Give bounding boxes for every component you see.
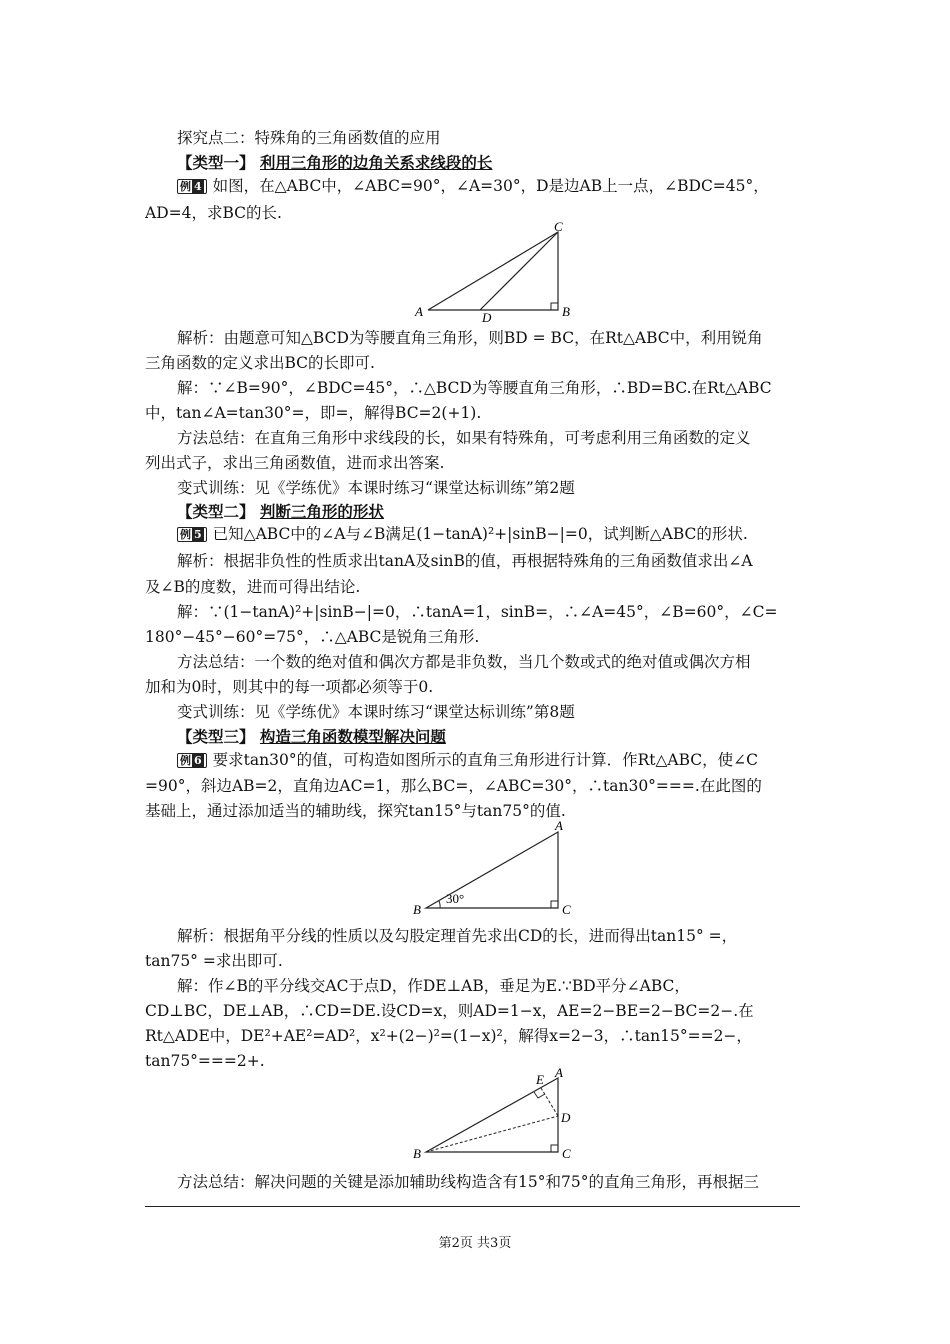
type2-summary-line2: 加和为0时，则其中的每一项都必须等于0.: [145, 678, 434, 696]
label-c: C: [562, 1146, 571, 1161]
type3-problem-line3: 基础上，通过添加适当的辅助线，探究tan15°与tan75°的值.: [145, 802, 566, 820]
type3-summary-line1: 方法总结：解决问题的关键是添加辅助线构造含有15°和75°的直角三角形，再根据三: [177, 1173, 759, 1191]
figure-triangle-abcd: [412, 218, 592, 326]
label-c: C: [554, 219, 563, 234]
label-30deg: 30°: [446, 891, 465, 906]
label-a: A: [555, 1065, 563, 1080]
type3-problem-line1: [177, 750, 810, 770]
label-d: D: [561, 1110, 571, 1125]
type3-solution-line2: CD⊥BC，DE⊥AB，∴CD=DE.设CD=x，则AD=1−x，AE=2−BE=2−BC=2−.在: [145, 1002, 754, 1020]
type1-solution-line1: 解：∵∠B=90°，∠BDC=45°，∴△BCD为等腰直角三角形，∴BD=BC.在Rt△ABC: [177, 379, 772, 397]
type2-solution-line1: 解：∵(1−tanA)²+|sinB−|=0，∴tanA=1，sinB=，∴∠A=45°，∠B=60°，∠C=: [177, 603, 778, 621]
type1-heading-row: [177, 153, 810, 173]
type1-analysis-line2: 三角函数的定义求出BC的长即可.: [145, 354, 375, 372]
type3-analysis-line2: tan75° =求出即可.: [145, 952, 283, 970]
type1-heading: 利用三角形的边角关系求线段的长: [259, 153, 493, 172]
footer-divider: [145, 1206, 800, 1207]
type3-solution-line3: Rt△ADE中，DE²+AE²=AD²，x²+(2−)²=(1−x)²，解得x=2−3，∴tan15°==2−，: [145, 1027, 752, 1045]
type2-analysis-line2: 及∠B的度数，进而可得出结论.: [145, 578, 361, 596]
type2-heading-row: [177, 502, 810, 522]
example-badge: 例 4: [177, 179, 207, 194]
type2-problem-line1: [177, 524, 810, 544]
example-badge: 例 5: [177, 527, 207, 542]
type3-tag: 【类型三】: [177, 727, 255, 746]
type2-solution-line2: 180°−45°−60°=75°，∴△ABC是锐角三角形.: [145, 628, 480, 646]
type1-practice: 变式训练：见《学练优》本课时练习“课堂达标训练”第2题: [177, 479, 575, 497]
type2-heading: 判断三角形的形状: [259, 502, 384, 521]
label-a: A: [415, 304, 423, 319]
type1-summary-line1: 方法总结：在直角三角形中求线段的长，如果有特殊角，可考虑利用三角函数的定义: [177, 429, 751, 447]
label-d: D: [482, 310, 492, 325]
type2-problem-text1: 已知△ABC中的∠A与∠B满足(1−tanA)²+|sinB−|=0，试判断△ABC的形状.: [212, 525, 748, 543]
type3-problem-text1: 要求tan30°的值，可构造如图所示的直角三角形进行计算．作Rt△ABC，使∠C: [212, 751, 758, 769]
type1-tag: 【类型一】: [177, 153, 255, 172]
type3-heading-row: [177, 727, 810, 747]
type2-tag: 【类型二】: [177, 502, 255, 521]
label-b: B: [562, 304, 570, 319]
type3-solution-line1: 解：作∠B的平分线交AC于点D，作DE⊥AB，垂足为E.∵BD平分∠ABC，: [177, 977, 690, 995]
type2-practice: 变式训练：见《学练优》本课时练习“课堂达标训练”第8题: [177, 703, 575, 721]
type1-problem-line2: AD=4，求BC的长.: [145, 204, 282, 222]
figure-triangle-30deg: [412, 818, 592, 922]
example-badge: 例 6: [177, 753, 207, 768]
type3-solution-line4: tan75°===2+.: [145, 1052, 265, 1070]
label-b: B: [413, 902, 421, 917]
label-c: C: [562, 902, 571, 917]
label-e: E: [536, 1072, 544, 1087]
type2-analysis-line1: 解析：根据非负性的性质求出tanA及sinB的值，再根据特殊角的三角函数值求出∠A: [177, 552, 753, 570]
type3-heading: 构造三角函数模型解决问题: [259, 727, 446, 746]
type1-analysis-line1: 解析：由题意可知△BCD为等腰直角三角形，则BD = BC，在Rt△ABC中，利用锐角: [177, 329, 763, 347]
type2-summary-line1: 方法总结：一个数的绝对值和偶次方都是非负数，当几个数或式的绝对值或偶次方相: [177, 653, 751, 671]
label-a: A: [555, 818, 563, 833]
type3-analysis-line1: 解析：根据角平分线的性质以及勾股定理首先求出CD的长，进而得出tan15° =，: [177, 927, 738, 945]
type1-problem-line1: [177, 176, 810, 196]
type1-summary-line2: 列出式子，求出三角函数值，进而求出答案.: [145, 454, 445, 472]
type3-problem-line2: =90°，斜边AB=2，直角边AC=1，那么BC=，∠ABC=30°，∴tan30°===.在此图的: [145, 777, 762, 795]
figure-triangle-bisector: [412, 1066, 592, 1164]
page-footer: 第2页 共3页: [438, 1236, 512, 1251]
explore-title: 探究点二：特殊角的三角函数值的应用: [177, 129, 441, 147]
type1-solution-line2: 中，tan∠A=tan30°=，即=，解得BC=2(+1).: [145, 404, 482, 422]
label-b: B: [413, 1146, 421, 1161]
type1-problem-text1: 如图，在△ABC中，∠ABC=90°，∠A=30°，D是边AB上一点，∠BDC=45°，: [212, 177, 769, 195]
